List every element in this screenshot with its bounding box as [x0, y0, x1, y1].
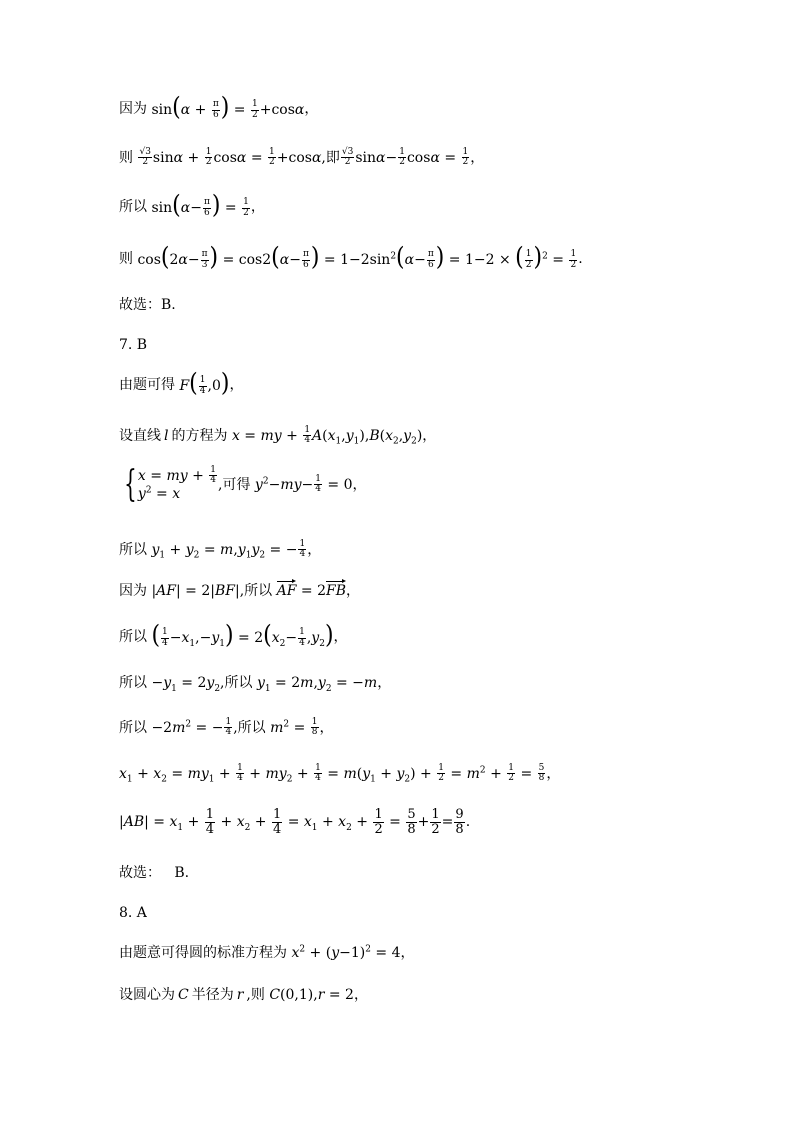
formula: $y_1 + y_2 = m,y_1y_2$ = − $\frac{1}{4}$: [151, 539, 306, 561]
formula: C(0,1),r = 2: [269, 987, 354, 1003]
formula: cos(2α− $\frac{\pi}{3}$ ) = cos2(α− $\frac{\pi}{6}$ ) = $1-2\sin^2(\alpha-$ $\frac{\pi}{6}$ ) = 1−2 × ( $\frac{1}{2}$ )$^2$ = $\frac{1}{2}$: [133, 243, 577, 272]
line-18: [119, 906, 147, 920]
formula: $y^2-my-$ $\frac{1}{4}$ = 0: [254, 473, 353, 495]
answer-text: 故选： B.: [119, 865, 190, 881]
text-mid2: ,则: [246, 987, 265, 1003]
text-suffix: ，: [377, 675, 392, 691]
text-suffix: ，: [250, 198, 265, 215]
answer-text: 故选：B.: [119, 297, 176, 313]
text-suffix: ，: [333, 628, 348, 645]
line-9: [119, 463, 367, 505]
text-mid: ,即: [321, 149, 340, 166]
text-prefix: 所以: [119, 628, 147, 645]
var-r: r: [236, 987, 244, 1003]
text-suffix: .: [578, 250, 583, 267]
text-suffix: ，: [400, 945, 415, 961]
line-16: [119, 808, 470, 836]
formula: F( $\frac{1}{4}$ ,0): [179, 369, 230, 398]
formula: ( $\frac{1}{4}$ $-x_1,-y_1) = 2(x_2-$ $\frac{1}{4}$ $,y_2$): [151, 621, 334, 650]
formula: sin(α− $\frac{\pi}{6}$ ) = $\frac{1}{2}$: [147, 191, 249, 220]
line-12: [119, 621, 348, 650]
text-prefix: 由题意可得圆的标准方程为: [119, 945, 287, 961]
text-prefix: 所以: [119, 541, 147, 558]
text-suffix: ，: [422, 427, 437, 444]
text-prefix: 所以: [119, 198, 147, 215]
text-prefix: 所以: [119, 719, 147, 736]
text-mid: 的方程为: [171, 427, 228, 444]
text-suffix: ，: [546, 765, 561, 782]
text-prefix: 设直线: [119, 427, 161, 444]
text-mid: ,所以: [239, 583, 273, 599]
text-mid: ,所以: [233, 719, 266, 736]
text-suffix: .: [465, 814, 471, 831]
line-7: [119, 369, 244, 398]
line-6: [119, 338, 147, 352]
text-prefix: 由题可得: [119, 376, 175, 393]
text-prefix: 则: [119, 149, 133, 166]
text-suffix: ，: [352, 476, 367, 493]
line-8: [119, 426, 436, 446]
line-17: [119, 866, 189, 880]
formula: sin(α + $\frac{\pi}{6}$ ) = $\frac{1}{2}$ +cosα: [147, 93, 305, 122]
text-suffix: ，: [353, 987, 368, 1003]
formula-b: $\frac{√3}{2}$ sinα− $\frac{1}{2}$ cosα = $\frac{1}{2}$: [341, 147, 469, 168]
question-number: 8. A: [119, 905, 147, 921]
text-mid: ,可得: [218, 476, 251, 493]
var-l: l: [164, 427, 169, 444]
line-20: [119, 988, 368, 1002]
text-mid: ,所以: [220, 675, 253, 691]
line-14: [119, 718, 334, 738]
line-3: [119, 191, 265, 220]
line-19: [119, 946, 415, 960]
text-prefix: 所以: [119, 675, 147, 691]
line-4: [119, 243, 583, 272]
question-number: 7. B: [119, 337, 148, 353]
formula-a: $\frac{√3}{2}$ sinα + $\frac{1}{2}$ cosα = $\frac{1}{2}$ +cosα: [139, 147, 322, 168]
text-prefix: 因为: [119, 583, 147, 599]
brace: {: [124, 463, 137, 505]
text-suffix: ，: [319, 719, 334, 736]
formula-a: $-2m^2$ = − $\frac{1}{4}$: [147, 717, 232, 738]
line-11: [119, 584, 360, 598]
formula-a: $-y_1 = 2y_2$: [147, 675, 221, 694]
var-c: C: [178, 987, 189, 1003]
line-5: [119, 298, 176, 312]
formula: $x_1 + x_2 = my_1$ + $\frac{1}{4}$ + $my_2$ + $\frac{1}{4}$ = $m(y_1 + y_2)$ + $\frac{1}{2}$ = $m^2$ + $\frac{1}{2}$ = $\frac{5}{8}$: [119, 763, 545, 785]
formula-a: |AF| = 2|BF|: [147, 583, 240, 599]
formula: x = my + $\frac{1}{4}$ $A(x_1,y_1),B(x_2,y_2)$: [231, 425, 423, 447]
formula-b: $m^2$ = $\frac{1}{8}$: [270, 717, 318, 738]
line-15: [119, 764, 560, 784]
line-1: [119, 93, 319, 122]
text-suffix: ，: [470, 149, 485, 166]
line-2: [119, 148, 484, 168]
text-suffix: ，: [307, 541, 322, 558]
line-10: [119, 540, 321, 560]
text-mid: 半径为: [191, 987, 234, 1003]
text-suffix: ，: [346, 583, 361, 599]
text-suffix: ，: [229, 376, 244, 393]
formula: $x^2 + (y-1)^2 = 4$: [291, 944, 401, 961]
line-13: [119, 675, 392, 694]
text-prefix: 则: [119, 250, 133, 267]
text-prefix: 因为: [119, 100, 147, 117]
formula-b: $y_1 = 2m,y_2 = -m$: [256, 675, 378, 694]
formula-b: AF = 2FB: [276, 583, 347, 599]
text-suffix: ，: [304, 100, 319, 117]
formula: $|AB| = x_1$ + $\frac{1}{4}$ + $x_2$ + $\frac{1}{4}$ = $x_1 + x_2$ + $\frac{1}{2}$ = $\frac{5}{8}$ + $\frac{1}{2}$ = $\frac{9}{8}$: [119, 807, 464, 837]
text-prefix: 设圆心为: [119, 987, 175, 1003]
equation-system: x = my + $\frac{1}{4}$ $y^2 = x$: [137, 465, 217, 502]
